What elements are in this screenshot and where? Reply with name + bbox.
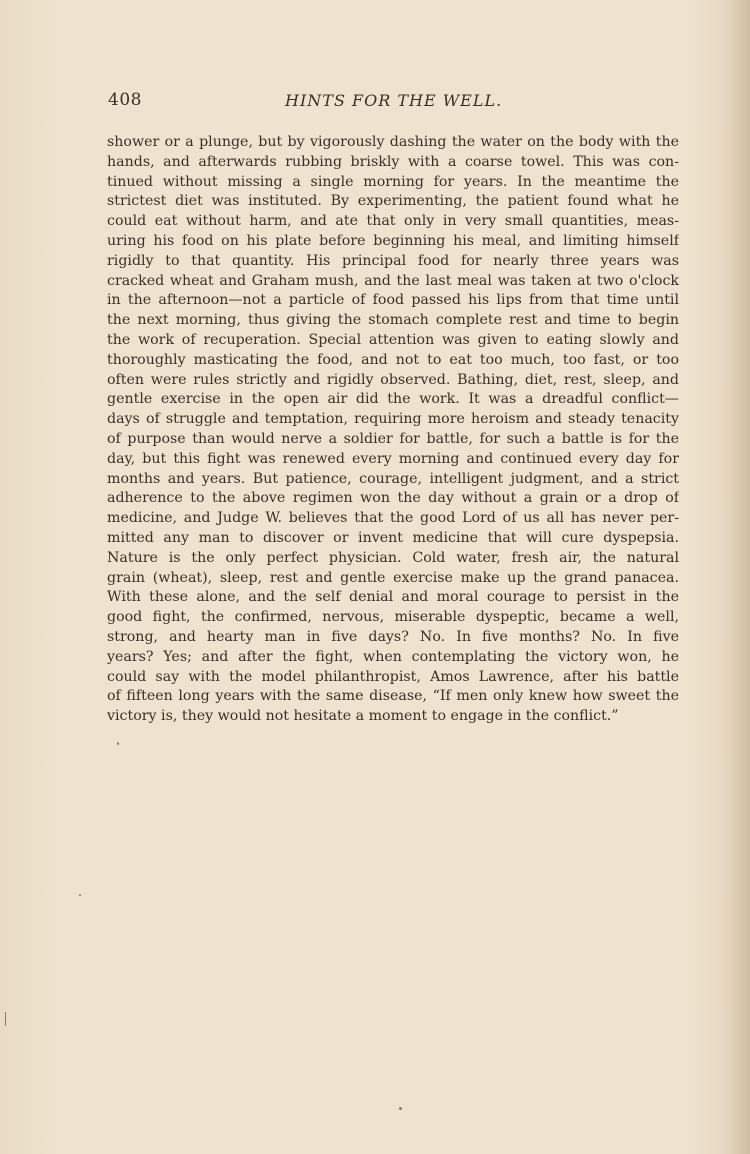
text-line: day, but this fight was renewed every morning and continued every day for <box>107 450 679 467</box>
text-line: medicine, and Judge W. believes that the good Lord of us all has never per- <box>107 510 679 527</box>
text-line: of purpose than would nerve a soldier for battle, for such a battle is for the <box>107 430 679 447</box>
page-edge-shadow <box>722 0 750 1154</box>
text-line: uring his food on his plate before beginning his meal, and limiting himself <box>107 232 679 249</box>
text-line: mitted any man to discover or invent medicine that will cure dyspepsia. <box>107 529 679 546</box>
paper-speck <box>117 742 119 745</box>
text-line: gentle exercise in the open air did the work. It was a dreadful conflict— <box>107 391 679 408</box>
text-line: tinued without missing a single morning for years. In the meantime the <box>107 173 679 190</box>
text-line: in the afternoon—not a particle of food passed his lips from that time until <box>107 292 679 309</box>
text-line: rigidly to that quantity. His principal food for nearly three years was <box>107 252 679 269</box>
text-line: Nature is the only perfect physician. Cold water, fresh air, the natural <box>107 549 679 566</box>
text-line: years? Yes; and after the fight, when contemplating the victory won, he <box>107 648 679 665</box>
text-line: the work of recuperation. Special attention was given to eating slowly and <box>107 331 679 348</box>
text-line: shower or a plunge, but by vigorously dashing the water on the body with the <box>107 134 679 150</box>
text-line: cracked wheat and Graham mush, and the last meal was taken at two o'clock <box>107 272 679 289</box>
text-line: hands, and afterwards rubbing briskly with a coarse towel. This was con- <box>107 153 679 170</box>
running-title: HINTS FOR THE WELL. <box>285 91 503 110</box>
text-line: months and years. But patience, courage, intelligent judgment, and a strict <box>107 470 679 487</box>
paper-speck <box>79 894 81 896</box>
text-line: often were rules strictly and rigidly observed. Bathing, diet, rest, sleep, and <box>107 371 679 388</box>
text-line: of fifteen long years with the same disease, “If men only knew how sweet the <box>107 688 679 705</box>
text-line: With these alone, and the self denial and moral courage to persist in the <box>107 589 679 606</box>
paper-speck <box>5 1012 6 1026</box>
body-paragraph <box>107 133 679 727</box>
text-line: good fight, the confirmed, nervous, miserable dyspeptic, became a well, <box>107 609 679 626</box>
text-line: strong, and hearty man in five days? No. In five months? No. In five <box>107 628 679 645</box>
paper-speck <box>399 1107 402 1110</box>
text-line: adherence to the above regimen won the day without a grain or a drop of <box>107 490 679 507</box>
page-number: 408 <box>108 90 142 110</box>
text-line: could eat without harm, and ate that only in very small quantities, meas- <box>107 213 679 230</box>
text-line: the next morning, thus giving the stomach complete rest and time to begin <box>107 312 679 329</box>
text-line: victory is, they would not hesitate a moment to engage in the conflict.” <box>107 708 619 725</box>
text-line: strictest diet was instituted. By experimenting, the patient found what he <box>107 193 679 210</box>
text-line: grain (wheat), sleep, rest and gentle exercise make up the grand panacea. <box>107 569 679 586</box>
text-line: could say with the model philanthropist, Amos Lawrence, after his battle <box>107 668 679 685</box>
text-line: thoroughly masticating the food, and not to eat too much, too fast, or too <box>107 351 679 368</box>
text-line: days of struggle and temptation, requiring more heroism and steady tenacity <box>107 411 679 428</box>
